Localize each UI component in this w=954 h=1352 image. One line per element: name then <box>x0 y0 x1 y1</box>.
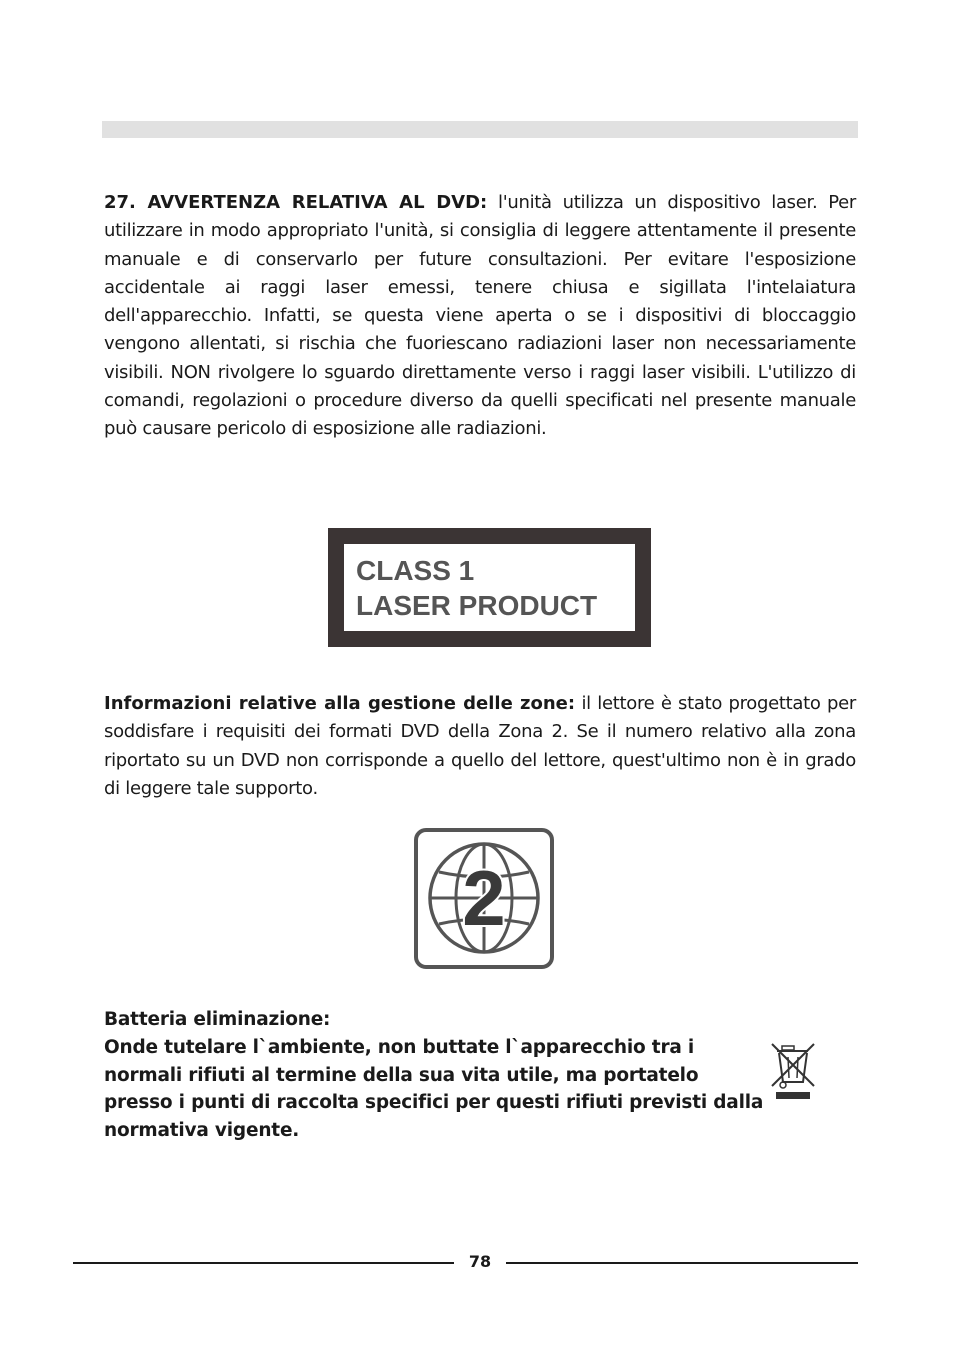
battery-text: Onde tutelare l`ambiente, non buttate l`apparecchio tra i normali rifiuti al termine della sua vita utile, ma portatelo presso i punti di raccolta specifici per questi rifiuti previsti dalla normativa vigente. <box>104 1037 764 1141</box>
laser-label-line1: CLASS 1 <box>356 555 475 586</box>
zones-paragraph <box>104 690 856 803</box>
laser-label-line2: LASER PRODUCT <box>356 590 598 621</box>
zones-text: il lettore è stato progettato per soddisfare i requisiti dei formati DVD della Zona 2. Se il numero relativo alla zona riportato su un DVD non corrisponde a quello del lettore, quest'ultimo non è in grado di leggere tale supporto. <box>104 693 856 799</box>
dvd-warning-paragraph <box>104 189 856 444</box>
dvd-warning-text: l'unità utilizza un dispositivo laser. Per utilizzare in modo appropriato l'unità, si consiglia di leggere attentamente il presente manuale e di conservarlo per future consultazioni. Per evitare l'esposizione accidentale ai raggi laser emessi, tenere chiusa e sigillata l'intelaiatura dell'apparecchio. Infatti, se questa viene aperta o se i dispositivi di bloccaggio vengono allentati, si rischia che fuoriescano radiazioni laser non necessariamente visibili. NON rivolgere lo sguardo direttamente verso i raggi laser visibili. L'utilizzo di comandi, regolazioni o procedure diverso da quelli specificati nel presente manuale può causare pericolo di esposizione alle radiazioni. <box>104 192 856 440</box>
header-band <box>102 121 858 138</box>
battery-title: Batteria eliminazione: <box>104 1009 331 1030</box>
dvd-region-globe-icon <box>413 827 555 970</box>
laser-label-inner <box>344 544 635 631</box>
region-number: 2 <box>462 854 506 942</box>
laser-class-label <box>328 528 651 647</box>
zones-heading: Informazioni relative alla gestione delle zone: <box>104 693 576 714</box>
page-number: 78 <box>468 1252 492 1271</box>
footer-rule-right <box>506 1262 858 1264</box>
crossed-out-bin-icon <box>768 1040 818 1102</box>
footer-rule-left <box>73 1262 454 1264</box>
dvd-warning-heading: 27. AVVERTENZA RELATIVA AL DVD: <box>104 192 488 213</box>
